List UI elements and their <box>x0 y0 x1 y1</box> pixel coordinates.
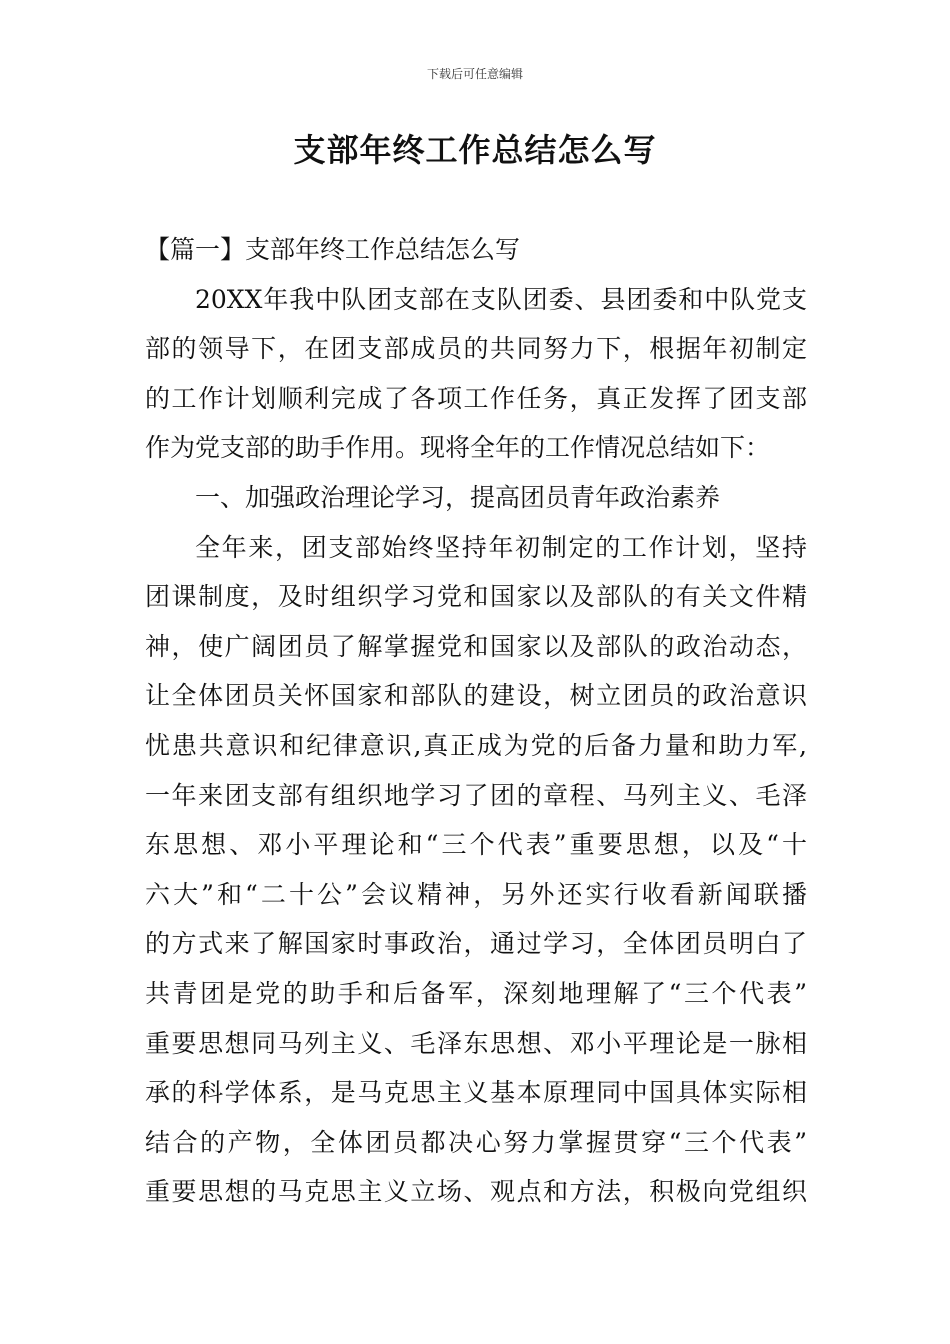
paragraph-line: 部的领导下，在团支部成员的共同努力下，根据年初制定 <box>145 334 807 364</box>
paragraph-line: 团课制度，及时组织学习党和国家以及部队的有关文件精 <box>145 582 807 612</box>
section-heading: 【篇一】支部年终工作总结怎么写 <box>145 235 521 264</box>
subsection-heading: 一、加强政治理论学习，提高团员青年政治素养 <box>195 482 721 512</box>
document-title: 支部年终工作总结怎么写 <box>293 131 657 169</box>
paragraph-line: 作为党支部的助手作用。现将全年的工作情况总结如下： <box>145 433 771 463</box>
paragraph-line: 的工作计划顺利完成了各项工作任务，真正发挥了团支部 <box>145 383 807 413</box>
paragraph-line: 结合的产物，全体团员都决心努力掌握贯穿“三个代表” <box>145 1127 807 1157</box>
paragraph-line: 共青团是党的助手和后备军，深刻地理解了“三个代表” <box>145 978 807 1008</box>
paragraph-line: 一年来团支部有组织地学习了团的章程、马列主义、毛泽 <box>145 780 807 810</box>
paragraph-line: 东思想、邓小平理论和“三个代表”重要思想，以及“十 <box>145 830 807 860</box>
paragraph-line: 全年来，团支部始终坚持年初制定的工作计划，坚持 <box>195 532 807 562</box>
paragraph-line: 重要思想的马克思主义立场、观点和方法，积极向党组织 <box>145 1177 807 1207</box>
paragraph-line: 20XX年我中队团支部在支队团委、县团委和中队党支 <box>195 284 807 314</box>
paragraph-line: 的方式来了解国家时事政治，通过学习，全体团员明白了 <box>145 929 807 959</box>
document-body <box>145 225 807 1217</box>
page-header-note: 下载后可任意编辑 <box>426 67 523 81</box>
paragraph-line: 忧患共意识和纪律意识,真正成为党的后备力量和助力军, <box>145 730 807 760</box>
paragraph-line: 重要思想同马列主义、毛泽东思想、邓小平理论是一脉相 <box>145 1028 807 1058</box>
paragraph-line: 让全体团员关怀国家和部队的建设，树立团员的政治意识 <box>145 681 807 711</box>
paragraph-line: 神，使广阔团员了解掌握党和国家以及部队的政治动态， <box>145 631 807 661</box>
paragraph-line: 六大”和“二十公”会议精神，另外还实行收看新闻联播 <box>145 879 807 909</box>
paragraph-line: 承的科学体系，是马克思主义基本原理同中国具体实际相 <box>145 1078 807 1108</box>
